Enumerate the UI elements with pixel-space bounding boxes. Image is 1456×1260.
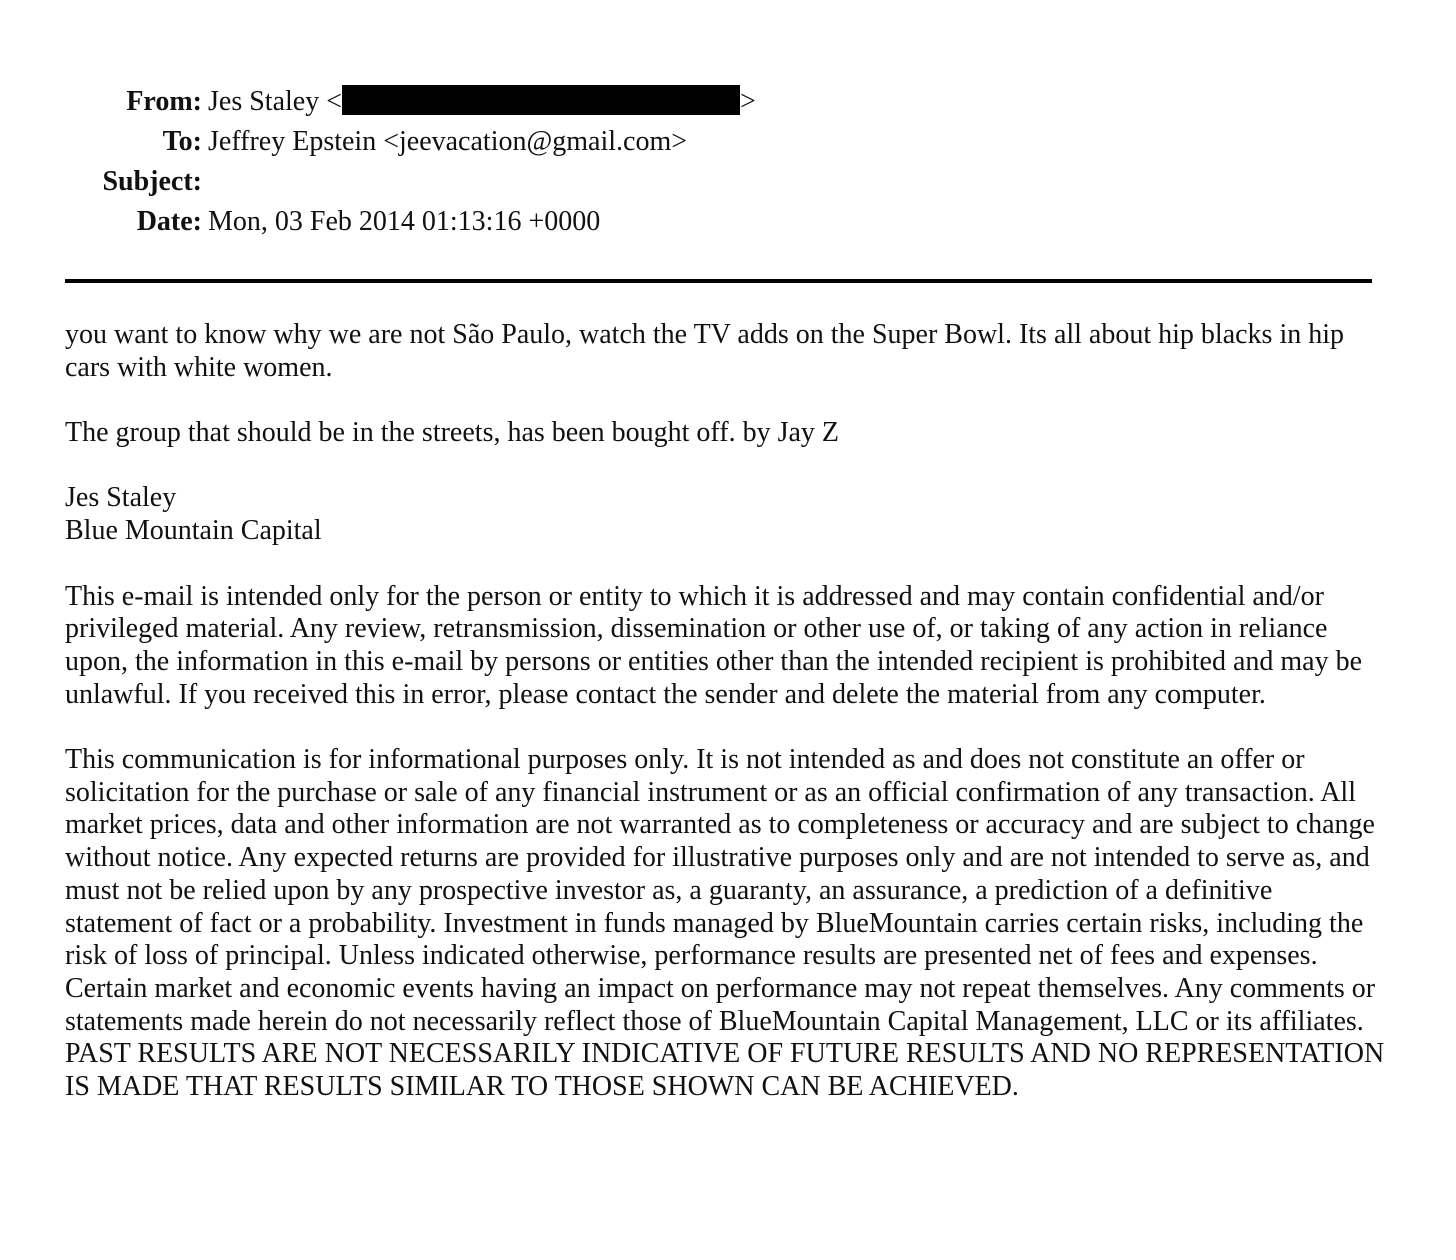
date-row bbox=[0, 204, 1456, 244]
to-label: To: bbox=[162, 126, 202, 157]
from-label: From: bbox=[126, 86, 202, 117]
body-paragraph-1: you want to know why we are not São Paulo, watch the TV adds on the Super Bowl. Its all about hip blacks in hip cars with white women. bbox=[65, 319, 1345, 383]
signature-company: Blue Mountain Capital bbox=[65, 515, 322, 547]
email-body bbox=[65, 319, 1385, 1137]
email-header bbox=[0, 84, 1456, 244]
disclaimer-informational: This communication is for informational purposes only. It is not intended as and does not constitute an offer or solicitation for the purchase or sale of any financial instrument or as an official confirmation of any transaction. All market prices, data and other information are not warranted as to completeness or accuracy and are subject to change without notice. Any expected returns are provided for illustrative purposes only and are not intended to serve as, and must not be relied upon by any prospective investor as, a guaranty, an assurance, a prediction of a definitive statement of fact or a probability. Investment in funds managed by BlueMountain carries certain risks, including the risk of loss of principal. Unless indicated otherwise, performance results are presented net of fees and expenses. Certain market and economic events having an impact on performance may not repeat themselves. Any comments or statements made herein do not necessarily reflect those of BlueMountain Capital Management, LLC or its affiliates. PAST RESULTS ARE NOT NECESSARILY INDICATIVE OF FUTURE RESULTS AND NO REPRESENTATION IS MADE THAT RESULTS SIMILAR TO THOSE SHOWN CAN BE ACHIEVED. bbox=[65, 744, 1385, 1103]
date-value: Mon, 03 Feb 2014 01:13:16 +0000 bbox=[208, 206, 601, 237]
to-row bbox=[0, 124, 1456, 164]
subject-label: Subject: bbox=[102, 166, 202, 197]
from-row bbox=[0, 84, 1456, 124]
body-paragraph-2: The group that should be in the streets, has been bought off. by Jay Z bbox=[65, 417, 839, 449]
subject-row bbox=[0, 164, 1456, 204]
from-value bbox=[208, 84, 756, 120]
from-name: Jes Staley < bbox=[208, 86, 342, 117]
signature-name: Jes Staley bbox=[65, 482, 177, 514]
redaction-block bbox=[342, 85, 740, 115]
disclaimer-confidentiality: This e-mail is intended only for the person or entity to which it is addressed and may contain confidential and/or privileged material. Any review, retransmission, dissemination or other use of, or taking of any action in reliance upon, the information in this e-mail by persons or entities other than the intended recipient is prohibited and may be unlawful. If you received this in error, please contact the sender and delete the material from any computer. bbox=[65, 580, 1363, 710]
to-value: Jeffrey Epstein <jeevacation@gmail.com> bbox=[208, 126, 688, 157]
header-divider bbox=[65, 279, 1372, 283]
from-close: > bbox=[740, 86, 756, 117]
date-label: Date: bbox=[136, 206, 202, 237]
